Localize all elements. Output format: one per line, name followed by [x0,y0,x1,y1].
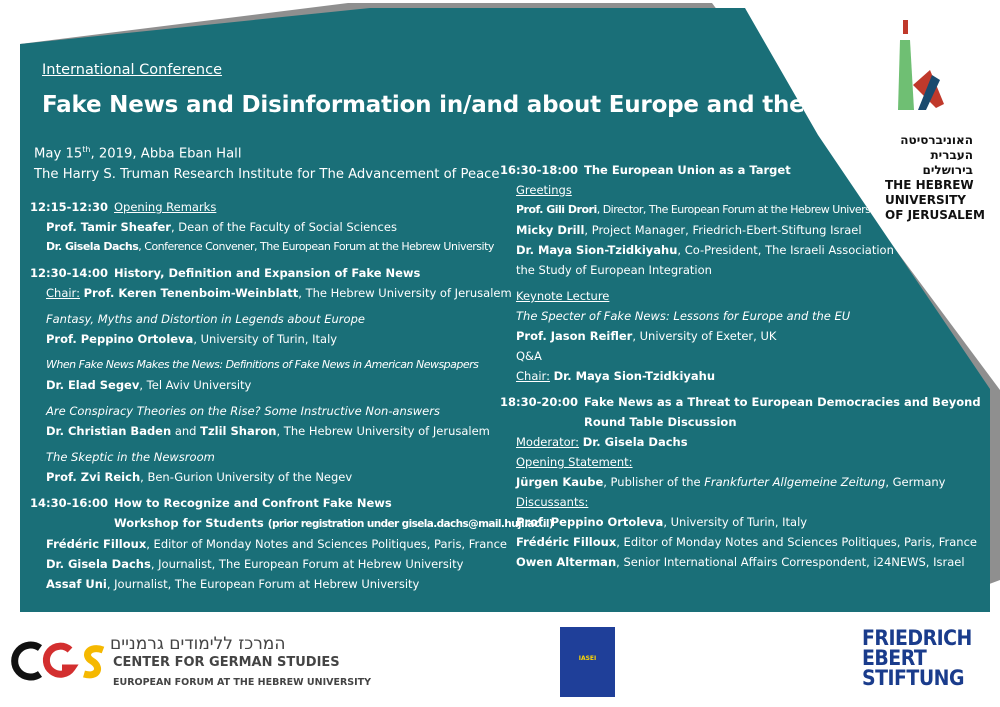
talk-title: The Skeptic in the Newsroom [46,450,215,464]
hebrew-university-logo-text: האוניברסיטה העברית בירושלים THE HEBREW UNIVERSITY OF JERUSALEM [885,133,985,222]
opening-label: Opening Statement: [516,455,633,469]
greetings-label: Greetings [516,183,572,197]
session-header: 12:15-12:30 Opening Remarks [30,200,217,214]
cgs-hebrew-name: המרכז ללימודים גרמניים [110,634,286,654]
moderator-line: Moderator: Dr. Gisela Dachs [516,435,688,449]
talk-title: Are Conspiracy Theories on the Rise? Some Instructive Non-answers [46,404,440,418]
speaker-line: Owen Alterman, Senior International Affairs Correspondent, i24NEWS, Israel [516,555,965,569]
workshop-line: Workshop for Students (prior registration under gisela.dachs@mail.huji.ac.il) [114,516,554,530]
talk-title: Fantasy, Myths and Distortion in Legends about Europe [46,312,365,326]
cgs-subtitle: EUROPEAN FORUM AT THE HEBREW UNIVERSITY [113,677,372,688]
speaker-line: Dr. Gisela Dachs, Conference Convener, The European Forum at the Hebrew University [46,240,494,253]
speaker-line: Frédéric Filloux, Editor of Monday Notes and Sciences Politiques, Paris, France [46,537,507,551]
conference-label: International Conference [42,62,223,78]
speaker-line: Dr. Christian Baden and Tzlil Sharon, The Hebrew University of Jerusalem [46,424,490,438]
speaker-line: Frédéric Filloux, Editor of Monday Notes and Sciences Politiques, Paris, France [516,535,977,549]
keynote-label: Keynote Lecture [516,289,610,303]
session-header: 16:30-18:00 The European Union as a Target [500,163,791,177]
speaker-line: Assaf Uni, Journalist, The European Forum at Hebrew University [46,577,420,591]
session-subtitle: Round Table Discussion [584,415,737,429]
speaker-line: Micky Drill, Project Manager, Friedrich-Ebert-Stiftung Israel [516,223,862,237]
speaker-line: Prof. Tamir Sheafer, Dean of the Faculty of Social Sciences [46,220,397,234]
speaker-line: Prof. Gili Drori, Director, The European Forum at the Hebrew University [516,203,883,216]
discussants-label: Discussants: [516,495,589,509]
speaker-line: Prof. Zvi Reich, Ben-Gurion University of the Negev [46,470,353,484]
iasei-logo: IASEI [560,627,615,697]
speaker-line: Prof. Peppino Ortoleva, University of Turin, Italy [516,515,808,529]
session-header: 14:30-16:00 How to Recognize and Confront Fake News [30,496,392,510]
cgs-english-name: CENTER FOR GERMAN STUDIES [113,655,340,670]
speaker-line: Dr. Gisela Dachs, Journalist, The European Forum at Hebrew University [46,557,464,571]
talk-title: The Specter of Fake News: Lessons for Europe and the EU [516,309,851,323]
fes-logo: FRIEDRICH EBERT STIFTUNG [862,626,972,690]
talk-title: When Fake News Makes the News: Definitions of Fake News in American Newspapers [46,358,479,371]
session-header: 18:30-20:00 Fake News as a Threat to European Democracies and Beyond [500,395,981,409]
left-program-column [30,197,553,594]
speaker-line: Prof. Peppino Ortoleva, University of Turin, Italy [46,332,338,346]
session-header: 12:30-14:00 History, Definition and Expansion of Fake News [30,266,421,280]
chair-line: Chair: Dr. Maya Sion-Tzidkiyahu [516,369,716,383]
event-date: May 15th, 2019, Abba Eban Hall [34,145,242,162]
speaker-line: Dr. Elad Segev, Tel Aviv University [46,378,252,392]
qa-line: Q&A [516,349,542,363]
speaker-line: Jürgen Kaube, Publisher of the Frankfurter Allgemeine Zeitung, Germany [516,475,946,489]
institute-name: The Harry S. Truman Research Institute for The Advancement of Peace [34,167,500,182]
page-title: Fake News and Disinformation in/and about Europe and the EU [42,92,847,118]
speaker-line: Prof. Jason Reifler, University of Exeter, UK [516,329,777,343]
speaker-line: Dr. Maya Sion-Tzidkiyahu, Co-President, The Israeli Association for [516,243,914,257]
chair-line: Chair: Prof. Keren Tenenboim-Weinblatt, The Hebrew University of Jerusalem [46,286,512,300]
speaker-line-cont: the Study of European Integration [516,263,712,277]
